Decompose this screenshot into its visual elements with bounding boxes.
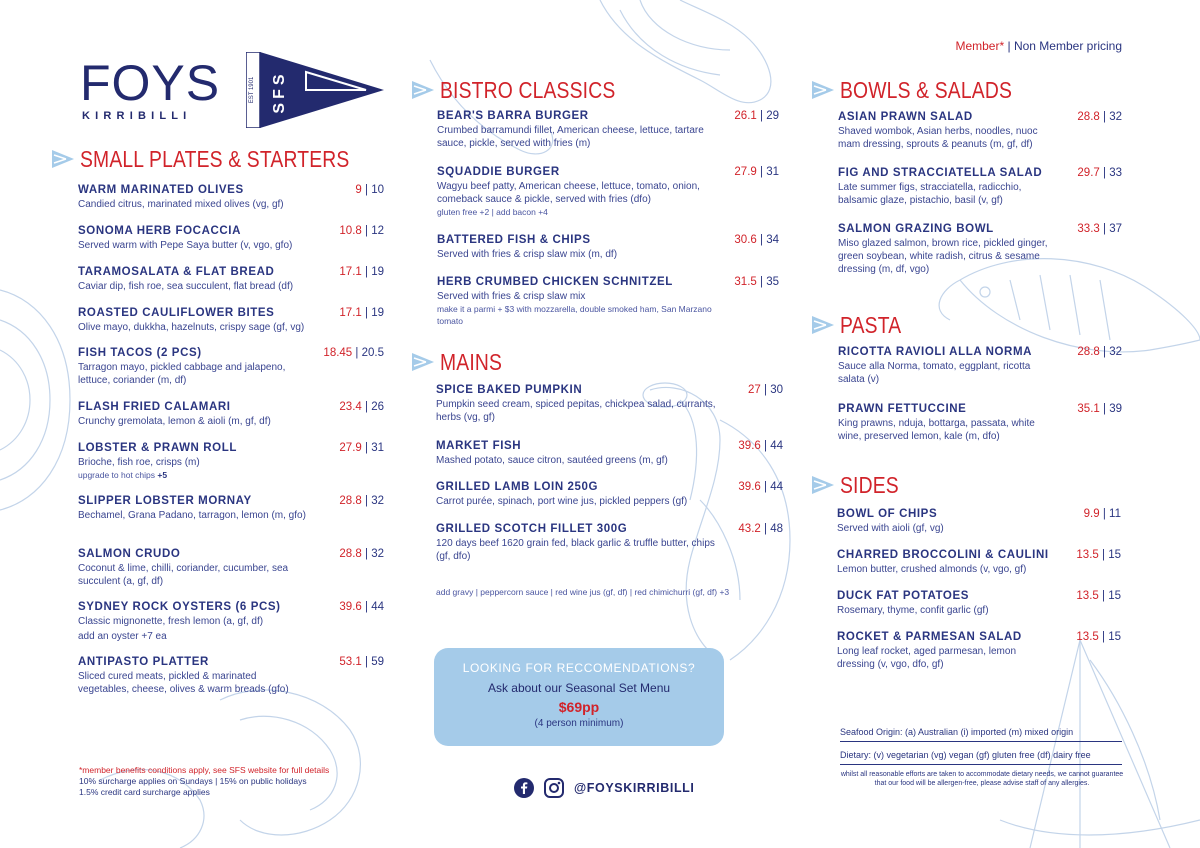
menu-item-price — [1076, 590, 1121, 602]
menu-item — [78, 548, 384, 588]
menu-item-description: Candied citrus, marinated mixed olives (vg, gf) — [78, 199, 284, 210]
menu-item-price — [734, 110, 779, 122]
menu-item-name: FISH TACOS (2 PCS) — [78, 347, 202, 359]
menu-item — [78, 656, 384, 696]
section-header-sides — [812, 472, 910, 498]
member-price: 13.5 — [1076, 631, 1099, 643]
non-member-price: 11 — [1109, 508, 1121, 520]
menu-item — [436, 384, 783, 424]
menu-item — [838, 111, 1122, 151]
non-member-price: 10 — [371, 184, 384, 196]
menu-item — [437, 166, 779, 218]
pennant-letters: SFS — [271, 70, 288, 114]
menu-item-extra-text: gluten free +2 | add bacon +4 — [437, 207, 548, 217]
menu-item-price — [1077, 111, 1122, 123]
section-title: SIDES — [840, 472, 899, 498]
recommendation-box — [434, 648, 724, 746]
section-header-bistro — [412, 77, 649, 103]
menu-item-description: Caviar dip, fish roe, sea succulent, flat bread (df) — [78, 281, 294, 292]
menu-item — [78, 266, 384, 293]
menu-item-description: Brioche, fish roe, crisps (m) — [78, 457, 200, 468]
pennant-flag-icon — [812, 79, 834, 101]
price-separator: | — [764, 384, 767, 396]
menu-item-price — [1077, 167, 1122, 179]
menu-item-name: SYDNEY ROCK OYSTERS (6 PCS) — [78, 601, 281, 613]
menu-item — [437, 234, 779, 261]
menu-item-extra-text: upgrade to hot chips — [78, 470, 156, 480]
section-title: BISTRO CLASSICS — [440, 77, 616, 103]
menu-item-name: SQUADDIE BURGER — [437, 166, 560, 178]
menu-item-price — [339, 442, 384, 454]
non-member-label: Non Member pricing — [1013, 39, 1122, 53]
member-price: 28.8 — [1077, 346, 1100, 358]
pennant-flag-icon — [812, 474, 834, 496]
pennant-flag-icon — [412, 79, 434, 101]
non-member-price: 15 — [1108, 631, 1121, 643]
price-separator: | — [760, 234, 763, 246]
menu-item-description: Wagyu beef patty, American cheese, lettuce, tomato, onion, comeback sauce & pickle, served with fries (dfo) — [437, 181, 700, 205]
menu-item-description: Late summer figs, stracciatella, radicchio, balsamic glaze, pistachio, basil (v, gf) — [838, 182, 1022, 206]
member-price: 13.5 — [1076, 590, 1099, 602]
member-price: 9.9 — [1083, 508, 1100, 520]
member-price: 26.1 — [734, 110, 757, 122]
footer-notes — [79, 765, 399, 798]
menu-item-name: ROCKET & PARMESAN SALAD — [837, 631, 1022, 643]
member-price: 28.8 — [1077, 111, 1100, 123]
menu-item-name: BOWL OF CHIPS — [837, 508, 938, 520]
recommendation-heading: LOOKING FOR RECCOMENDATIONS? — [462, 661, 696, 675]
menu-item-name: ROASTED CAULIFLOWER BITES — [78, 307, 275, 319]
surcharge-note: 10% surcharge applies on Sundays | 15% on public holidays — [79, 776, 307, 786]
price-separator: | — [365, 548, 368, 560]
member-price: 18.45 — [323, 347, 353, 359]
menu-item-description: Served with aioli (gf, vg) — [837, 523, 944, 534]
non-member-price: 19 — [371, 307, 384, 319]
menu-item-description: Served with fries & crisp slaw mix — [437, 291, 586, 302]
menu-item-price — [748, 384, 783, 396]
menu-item — [78, 347, 384, 387]
menu-item-name: SALMON CRUDO — [78, 548, 181, 560]
price-separator: | — [760, 166, 763, 178]
menu-item-price — [1077, 346, 1122, 358]
section-title: SMALL PLATES & STARTERS — [80, 146, 350, 172]
logo-location: KIRRIBILLI — [82, 110, 192, 122]
menu-item-name: WARM MARINATED OLIVES — [78, 184, 244, 196]
member-conditions-note: *member benefits conditions apply, see SFS website for full details — [79, 765, 330, 775]
menu-item — [837, 590, 1121, 617]
non-member-price: 15 — [1108, 549, 1121, 561]
non-member-price: 35 — [766, 276, 779, 288]
section-title: PASTA — [840, 312, 902, 338]
menu-item-price — [339, 225, 384, 237]
menu-item-price — [1077, 223, 1122, 235]
price-separator: | — [1103, 111, 1106, 123]
menu-item-description: Served with fries & crisp slaw mix (m, df) — [437, 249, 618, 260]
menu-item-description: Pumpkin seed cream, spiced pepitas, chickpea salad, currants, herbs (vg, gf) — [436, 399, 716, 423]
menu-item-name: MARKET FISH — [436, 440, 522, 452]
member-price: 27.9 — [734, 166, 757, 178]
menu-item-name: RICOTTA RAVIOLI ALLA NORMA — [838, 346, 1033, 358]
allergen-disclaimer: whilst all reasonable efforts are taken to accommodate dietary needs, we cannot guarantee that our food will be allergen-free, please advise staff of any allergies. — [840, 771, 1124, 787]
section-header-pasta — [812, 312, 913, 338]
menu-item-price — [738, 440, 783, 452]
section-title: BOWLS & SALADS — [840, 77, 1013, 103]
menu-item-name: SLIPPER LOBSTER MORNAY — [78, 495, 252, 507]
non-member-price: 32 — [371, 548, 384, 560]
menu-item-price — [734, 276, 779, 288]
non-member-price: 26 — [371, 401, 384, 413]
price-separator: | — [365, 266, 368, 278]
member-price: 17.1 — [339, 266, 362, 278]
menu-item-name: GRILLED SCOTCH FILLET 300G — [436, 523, 628, 535]
non-member-price: 33 — [1109, 167, 1122, 179]
member-price: 39.6 — [738, 440, 761, 452]
member-price: 39.6 — [738, 481, 761, 493]
pennant-flag-icon — [812, 314, 834, 336]
menu-item — [437, 110, 779, 150]
price-separator: | — [365, 225, 368, 237]
social-links — [514, 778, 695, 798]
price-separator: | — [1102, 508, 1106, 520]
pennant-flag-icon — [52, 148, 74, 170]
facebook-icon[interactable] — [514, 778, 534, 798]
foys-logo — [80, 55, 221, 122]
non-member-price: 30 — [770, 384, 783, 396]
menu-item-name: LOBSTER & PRAWN ROLL — [78, 442, 237, 454]
price-separator: | — [760, 110, 763, 122]
member-price: 29.7 — [1077, 167, 1100, 179]
instagram-icon[interactable] — [544, 778, 564, 798]
non-member-price: 31 — [766, 166, 779, 178]
non-member-price: 32 — [1109, 346, 1122, 358]
menu-item — [838, 346, 1122, 386]
menu-item — [838, 403, 1122, 443]
section-header-small-plates — [52, 146, 401, 172]
non-member-price: 37 — [1109, 223, 1122, 235]
price-separator: | — [1102, 549, 1105, 561]
menu-item-price — [734, 166, 779, 178]
card-surcharge-note: 1.5% credit card surcharge applies — [79, 787, 210, 797]
menu-item-name: DUCK FAT POTATOES — [837, 590, 970, 602]
member-price: 31.5 — [734, 276, 757, 288]
menu-item-price — [339, 266, 384, 278]
social-handle[interactable]: @FOYSKIRRIBILLI — [574, 781, 695, 795]
menu-item-description: Tarragon mayo, pickled cabbage and jalapeno, lettuce, coriander (m, df) — [78, 362, 286, 386]
menu-item-price — [339, 548, 384, 560]
seafood-origin-key — [840, 727, 1122, 742]
menu-item-name: TARAMOSALATA & FLAT BREAD — [78, 266, 275, 278]
section-header-bowls — [812, 77, 1045, 103]
seafood-origin-text: Seafood Origin: (a) Australian (i) imported (m) mixed origin — [840, 727, 1122, 742]
member-price: 53.1 — [339, 656, 362, 668]
menu-item-description: Shaved wombok, Asian herbs, noodles, nuoc mam dressing, sprouts & peanuts (m, gf, df) — [838, 126, 1038, 150]
menu-item-description: Crunchy gremolata, lemon & aioli (m, gf, df) — [78, 416, 271, 427]
menu-item-extra — [437, 303, 727, 327]
menu-item — [436, 440, 783, 467]
menu-item-description: King prawns, nduja, bottarga, passata, white wine, preserved lemon, kale (m, dfo) — [838, 418, 1035, 442]
menu-item-price — [738, 523, 783, 535]
sfs-pennant-logo — [246, 52, 384, 128]
pennant-est: EST 1901 — [249, 76, 255, 104]
non-member-price: 34 — [766, 234, 779, 246]
member-price: 30.6 — [734, 234, 757, 246]
member-price: 28.8 — [339, 548, 362, 560]
member-price: 17.1 — [339, 307, 362, 319]
price-separator: | — [365, 656, 368, 668]
member-label: Member* — [955, 39, 1005, 53]
menu-item-price — [1076, 549, 1121, 561]
non-member-price: 31 — [371, 442, 384, 454]
menu-item-description: Classic mignonette, fresh lemon (a, gf, df) — [78, 616, 264, 627]
menu-item — [78, 601, 384, 643]
price-separator: | — [365, 495, 368, 507]
menu-item-description: Bechamel, Grana Padano, tarragon, lemon (m, gfo) — [78, 510, 306, 521]
menu-item-name: PRAWN FETTUCCINE — [838, 403, 967, 415]
menu-item-description: Mashed potato, sauce citron, sautéed greens (m, gf) — [436, 455, 668, 466]
price-separator: | — [365, 184, 368, 196]
pricing-separator: | — [1007, 39, 1011, 53]
menu-item — [78, 225, 384, 252]
menu-item-price — [1077, 403, 1122, 415]
menu-item — [78, 184, 384, 211]
member-price: 28.8 — [339, 495, 362, 507]
menu-item-extra-price: +5 — [157, 470, 168, 480]
menu-item-name: ASIAN PRAWN SALAD — [838, 111, 973, 123]
menu-item-name: SALMON GRAZING BOWL — [838, 223, 994, 235]
price-separator: | — [760, 276, 763, 288]
non-member-price: 48 — [770, 523, 783, 535]
menu-item — [78, 401, 384, 428]
price-separator: | — [365, 442, 368, 454]
menu-item — [838, 167, 1122, 207]
menu-item — [436, 481, 783, 508]
member-price: 43.2 — [738, 523, 761, 535]
menu-item-name: SPICE BAKED PUMPKIN — [436, 384, 583, 396]
member-price: 10.8 — [339, 225, 362, 237]
menu-item-description: Coconut & lime, chilli, coriander, cucumber, sea succulent (a, gf, df) — [78, 563, 289, 587]
recommendation-price: $69pp — [558, 699, 600, 715]
menu-item — [837, 508, 1121, 535]
mains-sauce-note: add gravy | peppercorn sauce | red wine jus (gf, df) | red chimichurri (gf, df) +3 — [436, 587, 730, 597]
member-price: 39.6 — [339, 601, 362, 613]
non-member-price: 44 — [371, 601, 384, 613]
menu-item-price — [339, 601, 384, 613]
section-header-mains — [412, 349, 514, 375]
pricing-legend — [870, 39, 1122, 53]
non-member-price: 32 — [1109, 111, 1122, 123]
member-price: 13.5 — [1076, 549, 1099, 561]
member-price: 35.1 — [1077, 403, 1100, 415]
menu-item-name: SONOMA HERB FOCACCIA — [78, 225, 241, 237]
non-member-price: 29 — [766, 110, 779, 122]
member-price: 27.9 — [339, 442, 362, 454]
non-member-price: 12 — [371, 225, 384, 237]
menu-item-description: Rosemary, thyme, confit garlic (gf) — [837, 605, 989, 616]
pennant-flag-icon — [412, 351, 434, 373]
non-member-price: 32 — [371, 495, 384, 507]
menu-item-description: Long leaf rocket, aged parmesan, lemon dressing (v, vgo, dfo, gf) — [837, 646, 1016, 670]
menu-item-price — [738, 481, 783, 493]
menu-item-description: 120 days beef 1620 grain fed, black garlic & truffle butter, chips (gf, dfo) — [436, 538, 715, 562]
price-separator: | — [1103, 223, 1106, 235]
price-separator: | — [1103, 346, 1106, 358]
recommendation-minimum: (4 person minimum) — [534, 718, 624, 729]
price-separator: | — [764, 481, 767, 493]
menu-item-name: CHARRED BROCCOLINI & CAULINI — [837, 549, 1049, 561]
price-separator: | — [1102, 631, 1105, 643]
menu-item — [78, 442, 384, 481]
menu-item — [78, 307, 384, 334]
member-price: 9 — [355, 184, 362, 196]
non-member-price: 44 — [770, 440, 783, 452]
non-member-price: 15 — [1108, 590, 1121, 602]
menu-item-description: Miso glazed salmon, brown rice, pickled ginger, green soybean, white radish, citrus & sesame dressing (m, df, vgo) — [838, 238, 1048, 275]
menu-item-description: Carrot purée, spinach, port wine jus, pickled peppers (gf) — [436, 496, 688, 507]
menu-item-description: Sauce alla Norma, tomato, eggplant, ricotta salata (v) — [838, 361, 1031, 385]
menu-item-name: ANTIPASTO PLATTER — [78, 656, 209, 668]
menu-item-name: FLASH FRIED CALAMARI — [78, 401, 231, 413]
member-price: 33.3 — [1077, 223, 1100, 235]
menu-item-extra — [437, 206, 727, 218]
menu-item-price — [339, 656, 384, 668]
menu-item — [837, 631, 1121, 671]
section-title: MAINS — [440, 349, 503, 375]
menu-item — [437, 276, 779, 327]
menu-item-price — [1076, 631, 1121, 643]
menu-item-price — [339, 495, 384, 507]
non-member-price: 44 — [770, 481, 783, 493]
menu-item — [837, 549, 1121, 576]
menu-item-price — [734, 234, 779, 246]
member-price: 27 — [748, 384, 761, 396]
price-separator: | — [355, 347, 359, 359]
menu-item-extra — [78, 469, 330, 481]
menu-item-name: BATTERED FISH & CHIPS — [437, 234, 591, 246]
price-separator: | — [1103, 403, 1106, 415]
price-separator: | — [365, 401, 368, 413]
dietary-key — [840, 750, 1122, 765]
menu-item-description: Crumbed barramundi fillet, American cheese, lettuce, tartare sauce, pickle, served with fries (m) — [437, 125, 704, 149]
menu-item — [436, 523, 783, 563]
price-separator: | — [1102, 590, 1105, 602]
price-separator: | — [365, 307, 368, 319]
menu-item-price — [339, 401, 384, 413]
menu-item-description: Lemon butter, crushed almonds (v, vgo, gf) — [837, 564, 1027, 575]
menu-item-description: Served warm with Pepe Saya butter (v, vgo, gfo) — [78, 240, 293, 251]
menu-item-price — [339, 307, 384, 319]
menu-item-name: GRILLED LAMB LOIN 250G — [436, 481, 599, 493]
recommendation-line: Ask about our Seasonal Set Menu — [487, 681, 671, 695]
price-separator: | — [365, 601, 368, 613]
non-member-price: 20.5 — [361, 347, 384, 359]
menu-item-name: FIG AND STRACCIATELLA SALAD — [838, 167, 1043, 179]
non-member-price: 19 — [371, 266, 384, 278]
price-separator: | — [1103, 167, 1106, 179]
menu-item-price — [355, 184, 384, 196]
dietary-text: Dietary: (v) vegetarian (vg) vegan (gf) gluten free (df) dairy free — [840, 750, 1122, 765]
menu-item-name: BEAR'S BARRA BURGER — [437, 110, 589, 122]
menu-item-description: Olive mayo, dukkha, hazelnuts, crispy sage (gf, vg) — [78, 322, 305, 333]
menu-item — [78, 495, 384, 522]
menu-item — [838, 223, 1122, 276]
non-member-price: 39 — [1109, 403, 1122, 415]
menu-item-name: HERB CRUMBED CHICKEN SCHNITZEL — [437, 276, 673, 288]
menu-item-price — [1084, 508, 1121, 520]
logo-wordmark: FOYS — [80, 55, 221, 111]
menu-item-description: Sliced cured meats, pickled & marinated vegetables, cheese, olives & warm breads (gfo) — [78, 671, 289, 695]
price-separator: | — [764, 440, 767, 452]
menu-item-price — [323, 347, 384, 359]
menu-item-addon: add an oyster +7 ea — [78, 631, 167, 642]
member-price: 23.4 — [339, 401, 362, 413]
non-member-price: 59 — [371, 656, 384, 668]
menu-item-extra-text: make it a parmi + $3 with mozzarella, double smoked ham, San Marzano tomato — [437, 304, 712, 326]
price-separator: | — [764, 523, 767, 535]
